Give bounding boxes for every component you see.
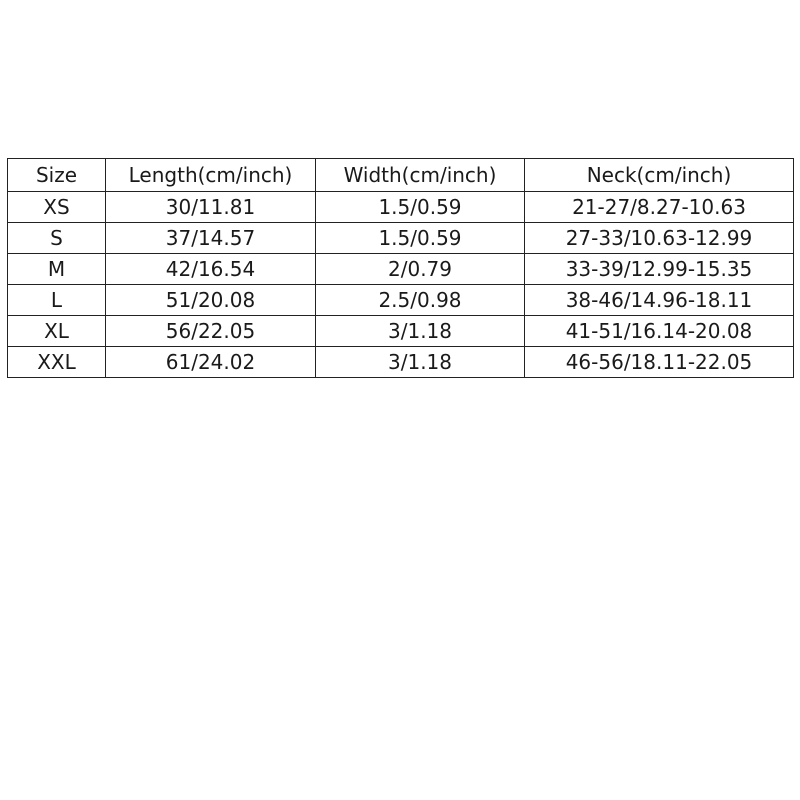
- table-row: [8, 192, 794, 223]
- cell-length: 37/14.57: [106, 223, 316, 254]
- cell-neck: 38-46/14.96-18.11: [525, 285, 794, 316]
- cell-size: XS: [8, 192, 106, 223]
- table-row: [8, 223, 794, 254]
- cell-width: 2/0.79: [316, 254, 525, 285]
- cell-width: 1.5/0.59: [316, 192, 525, 223]
- cell-length: 42/16.54: [106, 254, 316, 285]
- cell-length: 61/24.02: [106, 347, 316, 378]
- cell-width: 3/1.18: [316, 316, 525, 347]
- cell-width: 2.5/0.98: [316, 285, 525, 316]
- cell-size: XXL: [8, 347, 106, 378]
- cell-neck: 41-51/16.14-20.08: [525, 316, 794, 347]
- cell-width: 3/1.18: [316, 347, 525, 378]
- cell-neck: 33-39/12.99-15.35: [525, 254, 794, 285]
- cell-size: XL: [8, 316, 106, 347]
- cell-length: 56/22.05: [106, 316, 316, 347]
- table-row: [8, 285, 794, 316]
- table-header-row: [8, 159, 794, 192]
- cell-size: L: [8, 285, 106, 316]
- cell-length: 51/20.08: [106, 285, 316, 316]
- header-size: Size: [8, 159, 106, 192]
- table-row: [8, 254, 794, 285]
- cell-neck: 21-27/8.27-10.63: [525, 192, 794, 223]
- header-length: Length(cm/inch): [106, 159, 316, 192]
- cell-size: M: [8, 254, 106, 285]
- cell-neck: 27-33/10.63-12.99: [525, 223, 794, 254]
- cell-size: S: [8, 223, 106, 254]
- cell-width: 1.5/0.59: [316, 223, 525, 254]
- size-chart-table: [7, 158, 794, 378]
- table-row: [8, 316, 794, 347]
- cell-neck: 46-56/18.11-22.05: [525, 347, 794, 378]
- table-row: [8, 347, 794, 378]
- header-width: Width(cm/inch): [316, 159, 525, 192]
- header-neck: Neck(cm/inch): [525, 159, 794, 192]
- cell-length: 30/11.81: [106, 192, 316, 223]
